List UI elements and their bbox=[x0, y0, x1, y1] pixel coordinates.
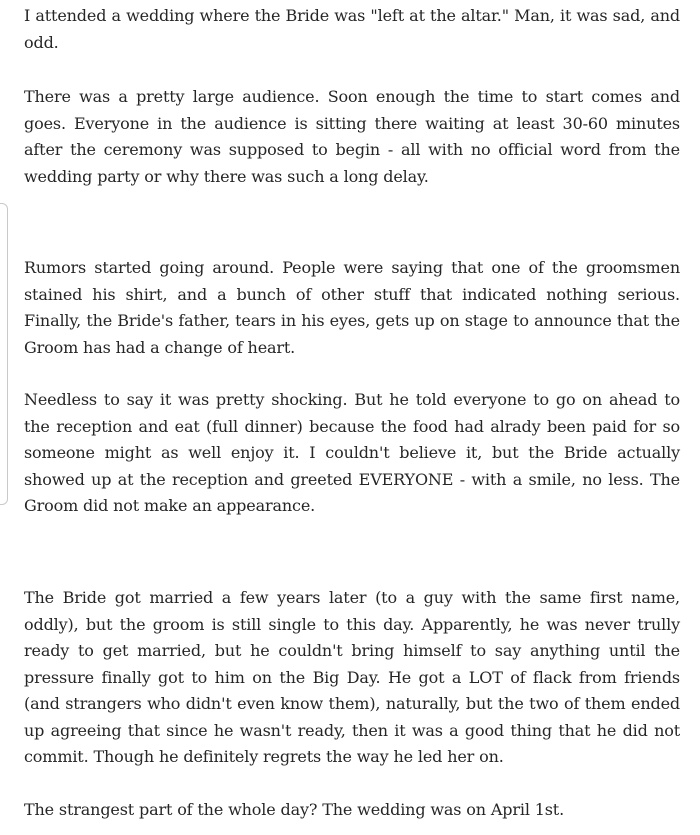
side-tab-handle[interactable] bbox=[0, 203, 8, 505]
paragraph-audience-waiting: There was a pretty large audience. Soon enough the time to start comes and goes. Everyone in the audience is sitting there waiting at least 30-60 minutes after the ceremony was supposed to begin - all with no official word from the wedding party or why there was such a long delay. bbox=[24, 87, 680, 186]
paragraph-aftermath: The Bride got married a few years later (to a guy with the same first name, oddly), but the groom is still single to this day. Apparently, he was never trully ready to get married, but he couldn't bring himself to say anything until the pressure finally got to him on the Big Day. He got a LOT of flack from friends (and strangers who didn't even know them), naturally, but the two of them ended up agreeing that since he wasn't ready, then it was a good thing that he did not commit. Though he definitely regrets the way he led her on. bbox=[24, 588, 680, 766]
paragraph-intro: I attended a wedding where the Bride was "left at the altar." Man, it was sad, and odd. bbox=[24, 6, 680, 52]
paragraph-reception: Needless to say it was pretty shocking. But he told everyone to go on ahead to the reception and eat (full dinner) because the food had alrady been paid for so someone might as well enjoy it. I couldn't believe it, but the Bride actually showed up at the reception and greeted EVERYONE - with a smile, no less. The Groom did not make an appearance. bbox=[24, 390, 680, 515]
paragraph-conclusion: The strangest part of the whole day? The wedding was on April 1st. bbox=[24, 800, 565, 819]
paragraph-rumors: Rumors started going around. People were saying that one of the groomsmen stained his shirt, and a bunch of other stuff that indicated nothing serious. Finally, the Bride's father, tears in his eyes, gets up on stage to announce that the Groom has had a change of heart. bbox=[24, 258, 680, 357]
